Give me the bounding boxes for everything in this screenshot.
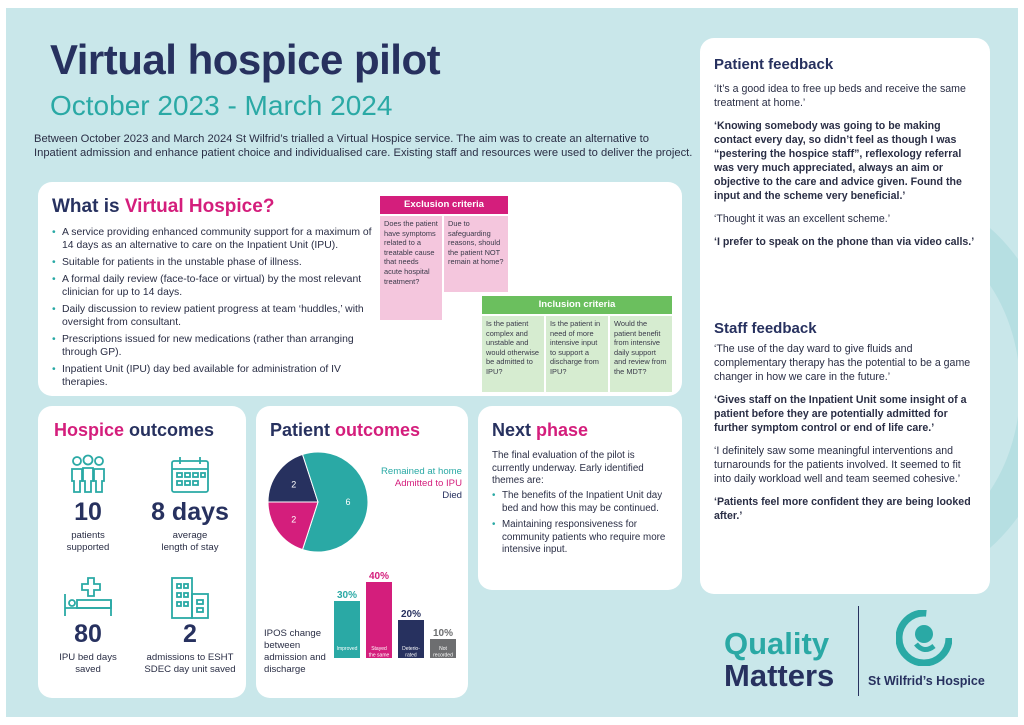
stat-label-line: average (172, 530, 208, 541)
list-item: • A service providing enhanced community support for a maximum of 14 days as an alternative to care on the Inpatient Unit (IPU). (52, 226, 372, 252)
matters-word: Matters (724, 658, 835, 693)
stat-label-line: IPU bed days (59, 652, 117, 663)
next-phase-card (478, 406, 682, 590)
stat-label-line: length of stay (161, 542, 219, 553)
stat-label-line: SDEC day unit saved (144, 664, 236, 675)
exclusion-criteria-item: Does the patient have symptoms related to a treatable cause that needs acute hospital treatment? (380, 216, 442, 320)
hospice-outcomes-card (38, 406, 246, 698)
organisation-name: St Wilfrid’s Hospice (868, 674, 985, 688)
calendar-icon (170, 456, 210, 494)
inclusion-criteria-item: Is the patient complex and unstable and would otherwise be admitted to IPU? (482, 316, 544, 392)
bar-category-label: rated (405, 652, 417, 659)
next-phase-intro: The final evaluation of the pilot is currently underway. Early identified themes are: (492, 450, 644, 486)
patient-feedback-quote: ‘It’s a good idea to free up beds and receive the same treatment at home.’ (714, 83, 966, 109)
list-item: • Inpatient Unit (IPU) day bed available for administration of IV therapies. (52, 363, 372, 389)
patient-feedback-quote: ‘Knowing somebody was going to be making contact every day, so didn’t feel as though I was “pestering the hospice staff”, reflexology referral was very much appreciated, always an aim or objective to the care and advice given. Found the input and the scheme very beneficial.’ (714, 120, 962, 202)
hospice-outcomes-heading-plain: outcomes (124, 420, 215, 440)
bar-category-label: Stayed (371, 646, 387, 652)
patient-outcomes-heading-plain: Patient (270, 420, 331, 440)
bar-chart (332, 566, 462, 686)
pie-slice-label: 2 (291, 479, 297, 490)
patient-feedback-quotes (714, 82, 976, 258)
pie-slice-label: 2 (291, 514, 297, 525)
staff-feedback-heading: Staff feedback (714, 320, 817, 337)
page-subtitle: October 2023 - March 2024 (50, 90, 393, 121)
ipos-label: IPOS change between admission and discharge (264, 628, 326, 675)
stat-value: 2 (183, 620, 197, 648)
next-phase-heading-accent: phase (531, 420, 589, 440)
hospital-bed-icon (62, 576, 114, 618)
staff-feedback-quote: ‘The use of the day ward to give fluids and complementary therapy has the potential to be a game changer in how we care in the future.’ (714, 343, 971, 383)
legend-entry: Admitted to IPU (394, 478, 462, 489)
bar-category-label: Deterio- (402, 646, 420, 652)
patient-feedback-quote: ‘I prefer to speak on the phone than via video calls.’ (714, 236, 975, 248)
list-item: • Prescriptions issued for new medications (rather than arranging through GP). (52, 333, 372, 359)
exclusion-criteria-header: Exclusion criteria (380, 196, 508, 214)
st-wilfrids-logo-icon (896, 610, 952, 666)
stat-label-line: patients (71, 530, 105, 541)
stat-label (138, 530, 242, 554)
legend-entry: Remained at home (380, 466, 462, 477)
stat-value: 10 (74, 498, 102, 526)
bar-category-label: recorded (433, 652, 453, 659)
next-phase-list (492, 490, 672, 561)
patient-feedback-heading: Patient feedback (714, 56, 834, 73)
what-is-list (52, 226, 372, 393)
pie-slice-label: 6 (345, 497, 351, 507)
footer-divider (858, 606, 859, 696)
inclusion-criteria-item: Is the patient in need of more intensive input to support a discharge from IPU? (546, 316, 608, 392)
patient-outcomes-heading (270, 420, 420, 441)
stat-value: 8 days (151, 498, 229, 526)
legend-entry: Died (442, 490, 462, 501)
list-item: • A formal daily review (face-to-face or virtual) by the most relevant clinician for up to 14 days. (52, 273, 372, 299)
staff-feedback-quotes (714, 342, 976, 532)
stat-value: 80 (74, 620, 102, 648)
inclusion-criteria-item: Would the patient benefit from intensive daily support and review from the MDT? (610, 316, 672, 392)
intro-text: Between October 2023 and March 2024 St Wilfrid’s trialled a Virtual Hospice service. The aim was to create an alternative to Inpatient admission and enhance patient choice and individualised care. Existing staff and resources were used to deliver the project. (34, 133, 693, 159)
bar-value-label: 20% (400, 609, 422, 620)
stat-label-line: admissions to ESHT (146, 652, 234, 663)
hospice-outcomes-heading-accent: Hospice (54, 420, 125, 440)
exclusion-criteria-item: Due to safeguarding reasons, should the patient NOT remain at home? (444, 216, 508, 292)
list-item: • Maintaining responsiveness for community patients who require more intensive input. (492, 519, 672, 557)
feedback-card (700, 38, 990, 594)
pie-chart (266, 450, 370, 554)
stat-label (134, 652, 246, 676)
list-item: • Daily discussion to review patient progress at team ‘huddles,’ with oversight from consultant. (52, 303, 372, 329)
staff-feedback-quote: ‘Gives staff on the Inpatient Unit some insight of a patient before they are potentially admitted for further symptom control or end of life care.’ (714, 394, 967, 434)
staff-feedback-quote: ‘Patients feel more confident they are being looked after.’ (714, 496, 971, 522)
list-item: • Suitable for patients in the unstable phase of illness. (52, 256, 372, 269)
quality-word: Quality (724, 626, 830, 661)
page-title: Virtual hospice pilot (50, 36, 441, 83)
people-icon (66, 454, 110, 494)
patient-outcomes-heading-accent: outcomes (330, 420, 421, 440)
staff-feedback-quote: ‘I definitely saw some meaningful interventions and turnarounds for the patients involved. It seemed to fit into daily workload well and team seemed cohesive.’ (714, 445, 961, 485)
hospice-outcomes-heading (54, 420, 214, 441)
stat-label-line: supported (66, 542, 110, 553)
patient-feedback-quote: ‘Thought it was an excellent scheme.’ (714, 213, 891, 225)
bar-category-label: Improved (336, 646, 358, 652)
what-is-card (38, 182, 682, 396)
bar-value-label: 40% (368, 571, 390, 582)
what-is-heading-accent: Virtual Hospice? (124, 196, 275, 217)
stat-label-line: saved (75, 664, 101, 675)
what-is-heading-plain: What is (52, 196, 125, 217)
list-item: • The benefits of the Inpatient Unit day bed and how this may be continued. (492, 490, 672, 515)
pie-legend (356, 466, 462, 502)
bar-category-label: the same (368, 652, 390, 659)
patient-outcomes-card (256, 406, 468, 698)
next-phase-heading (492, 420, 588, 441)
what-is-heading (52, 196, 274, 218)
bar-value-label: 10% (432, 628, 454, 639)
poster (6, 8, 1018, 717)
bar-value-label: 30% (336, 590, 358, 601)
building-icon (168, 574, 212, 620)
next-phase-heading-plain: Next (492, 420, 532, 440)
stat-label (48, 530, 128, 554)
stat-label (48, 652, 128, 676)
bar-category-label: Not (439, 646, 447, 652)
inclusion-criteria-header: Inclusion criteria (482, 296, 672, 314)
